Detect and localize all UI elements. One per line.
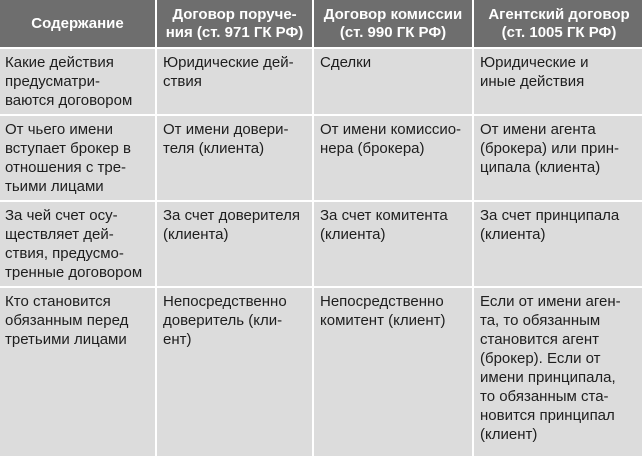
header-agent-contract: Агентский договор (ст. 1005 ГК РФ)	[474, 0, 642, 47]
row-label: За чей счет осу- ществляет дей- ствия, предусмо- тренные договором	[0, 202, 155, 286]
table-cell: Сделки	[314, 49, 472, 114]
table-row	[0, 49, 642, 114]
table-cell: От имени агента (брокера) или прин- ципала (клиента)	[474, 116, 642, 200]
row-label: Какие действия предусматри- ваются договором	[0, 49, 155, 114]
table-cell: Если от имени аген- та, то обязанным становится агент (брокер). Если от имени принципала, то обязанным ста- новится принципал (клиент)	[474, 288, 642, 456]
table-cell: Непосредственно комитент (клиент)	[314, 288, 472, 456]
row-label: Кто становится обязанным перед третьими лицами	[0, 288, 155, 456]
header-commission-contract: Договор комиссии (ст. 990 ГК РФ)	[314, 0, 472, 47]
table-cell: Юридические дей- ствия	[157, 49, 312, 114]
table-cell: Непосредственно доверитель (кли- ент)	[157, 288, 312, 456]
table-cell: От имени довери- теля (клиента)	[157, 116, 312, 200]
header-content: Содержание	[0, 0, 155, 47]
table-cell: Юридические и иные действия	[474, 49, 642, 114]
table-row	[0, 116, 642, 200]
table-cell: От имени комиссио- нера (брокера)	[314, 116, 472, 200]
table-row	[0, 202, 642, 286]
header-row	[0, 0, 642, 47]
table-cell: За счет комитента (клиента)	[314, 202, 472, 286]
row-label: От чьего имени вступает брокер в отношения с тре- тьими лицами	[0, 116, 155, 200]
table-cell: За счет доверителя (клиента)	[157, 202, 312, 286]
table-row	[0, 288, 642, 456]
table-cell: За счет принципала (клиента)	[474, 202, 642, 286]
header-agency-contract: Договор поруче- ния (ст. 971 ГК РФ)	[157, 0, 312, 47]
